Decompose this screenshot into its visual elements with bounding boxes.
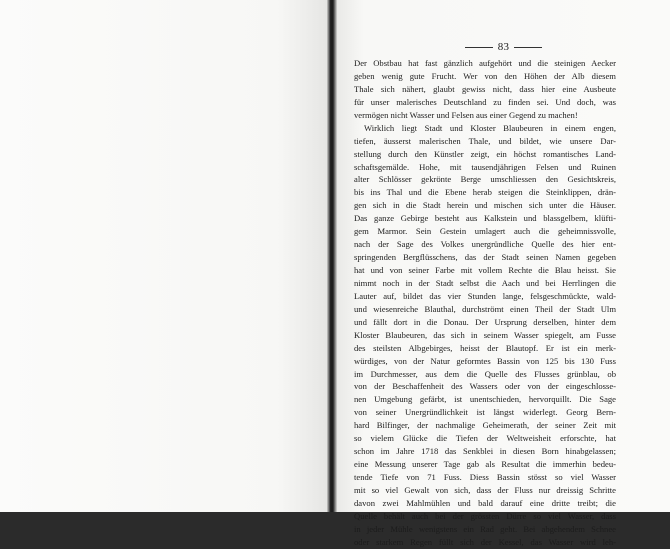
text-line: so vielem Glücke die Tiefen der Weltweisheit erforschte, hat: [354, 433, 616, 444]
text-line: nimmt noch in der Stadt selbst die Aach und bei Herrlingen die: [354, 277, 616, 288]
text-line: vermögen nicht Wasser und Felsen aus einer Gegend zu machen!: [354, 109, 578, 120]
text-line: springenden Bergflüsschens, das der Stadt seinen Namen gegeben: [354, 252, 616, 263]
text-line: alter Schlösser gekrönte Berge umschliessen den Gesichtskreis,: [354, 174, 616, 185]
text-line: mit so viel Gewalt von sich, dass der Fluss nur dreissig Schritte: [354, 484, 616, 495]
text-line: hat und von seiner Farbe mit vollem Rechte die Blau heisst. Sie: [354, 265, 616, 275]
text-line: stellung durch den Künstler zeigt, ein höchst romantisches Land-: [354, 148, 616, 159]
text-line: Der Obstbau hat fast gänzlich aufgehört und die steinigen Aecker: [354, 58, 616, 68]
text-line: geben wenig gute Frucht. Wer von den Höhen der Alb diesem: [354, 70, 616, 81]
text-line: und wiesenreiche Blauthal, durchströmt einen Theil der Stadt Ulm: [354, 303, 616, 314]
text-line: davon zwei Mahlmühlen und bald darauf eine dritte treibt; die: [354, 497, 616, 508]
book-gutter: [327, 0, 337, 512]
text-line: würdiges, von der Natur geformtes Bassin von 125 bis 130 Fuss: [354, 355, 616, 366]
text-line: tiefen, äusserst malerischen Thale, und bildet, wie unsere Dar-: [354, 135, 616, 146]
text-line: im Durchmesser, aus dem die Quelle des Flusses grünblau, ob: [354, 368, 616, 379]
page-number-header: [337, 41, 670, 53]
text-line: von der Beschaffenheit des Wassers oder von der eingeschlosse-: [354, 381, 616, 392]
header-rule-left: [465, 47, 493, 48]
text-line: bis ins Thal und die Ebene herab steigen die Steinklippen, drän-: [354, 187, 616, 198]
text-line: Wirklich liegt Stadt und Kloster Blaubeuren in einem engen,: [364, 122, 616, 133]
text-line: des steilsten Albgebirges, heisst der Blautopf. Er ist ein merk-: [354, 342, 616, 353]
text-line: Quelle behält auch bei der grössten Dürre so viel Wasser, dass: [354, 510, 616, 521]
left-page-blank: [0, 0, 327, 512]
text-line: schon im Jahre 1718 das Senkblei in diesen Born hinabgelassen;: [354, 446, 616, 457]
header-rule-right: [514, 47, 542, 48]
text-line: gem Marmor. Sein Gestein umlagert auch die geheimnissvolle,: [354, 226, 616, 237]
text-line: hard Bilfinger, der nachmalige Geheimerath, der seiner Zeit mit: [354, 420, 616, 431]
text-line: eine Messung unserer Tage gab als Resultat die immerhin bedeu-: [354, 459, 616, 470]
text-line: schaftsgemälde. Hohe, mit tausendjährigen Felsen und Ruinen: [354, 161, 616, 172]
text-line: Das ganze Gebirge besteht aus Kalkstein und blassgelbem, klüfti-: [354, 213, 616, 224]
text-line: Thale sich nähert, glaubt gewiss nicht, dass hier eine Ausbeute: [354, 83, 616, 94]
page-number: 83: [497, 41, 510, 53]
text-line: von seiner Unergründlichkeit ist längst widerlegt. Georg Bern-: [354, 407, 616, 418]
text-line: in jeder Mühle wenigstens ein Rad geht. Bei abgehendem Schnee: [354, 523, 616, 534]
text-line: gen sich in die Stadt herein und mischen sich unter die Häuser.: [354, 200, 616, 211]
text-line: nach der Sage des Volkes unergründliche Quelle des hier ent-: [354, 239, 616, 250]
text-line: und fällt dort in die Donau. Der Ursprung derselben, hinter dem: [354, 316, 616, 327]
text-line: tende Tiefe von 71 Fuss. Diess Bassin stösst so viel Wasser: [354, 472, 616, 482]
text-line: für unser malerisches Deutschland zu finden sei. Und doch, was: [354, 96, 616, 107]
body-text: [354, 57, 616, 549]
text-line: Kloster Blaubeuren, das sich in seinem Wasser spiegelt, am Fusse: [354, 329, 616, 340]
text-line: Lauter auf, bildet das vier Stunden lange, felsgeschmückte, wald-: [354, 290, 616, 301]
text-line: oder starkem Regen füllt sich der Kessel, das Wasser wird leh-: [354, 536, 616, 547]
text-line: nen Umgebung gefärbt, ist unentschieden, hervorquillt. Die Sage: [354, 394, 616, 405]
